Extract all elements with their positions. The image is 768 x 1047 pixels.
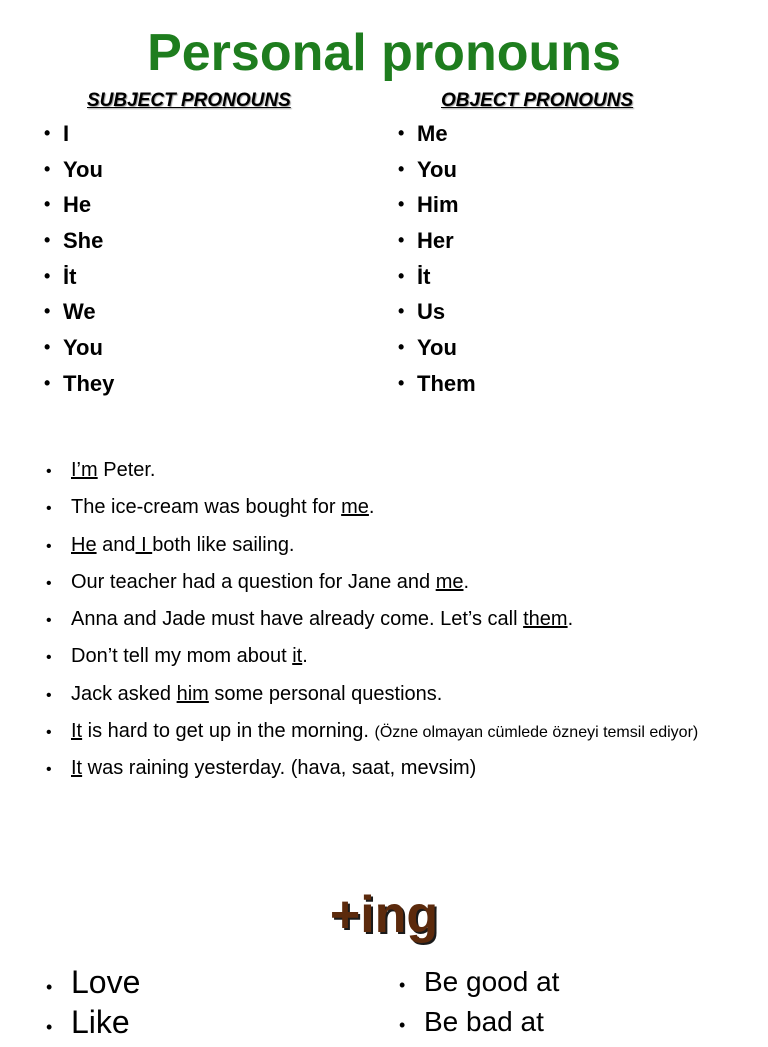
sentence-text: Peter.: [97, 459, 156, 481]
sentence-text: was raining yesterday. (hava, saat, mevsim): [82, 757, 477, 780]
sentence-text: .: [302, 645, 308, 668]
object-pronoun: Me: [417, 121, 448, 146]
bullet-icon: •: [44, 301, 51, 322]
bullet-icon: •: [398, 230, 405, 251]
sentence-text: .: [368, 496, 375, 519]
ing-heading: +ing: [329, 886, 439, 944]
ing-verb: Be good at: [424, 966, 560, 997]
object-pronoun: Them: [417, 370, 476, 396]
sentence-text: Our teacher had a question for Jane and: [71, 570, 436, 593]
object-pronoun: İt: [417, 263, 431, 289]
bullet-icon: •: [398, 301, 405, 322]
bullet-icon: •: [46, 649, 52, 667]
example-sentence: [46, 638, 698, 675]
example-sentence: [46, 527, 698, 564]
list-item: [44, 259, 114, 295]
bullet-icon: •: [46, 537, 52, 555]
bullet-icon: •: [46, 761, 52, 779]
page-title: Personal pronouns: [147, 24, 621, 82]
ing-verb: Like: [71, 1004, 130, 1040]
list-item: [398, 259, 476, 295]
subject-pronoun: İt: [63, 263, 77, 289]
ing-verb: Be bad at: [424, 1006, 544, 1037]
ing-verbs-right: [399, 962, 559, 1042]
bullet-icon: •: [399, 1015, 406, 1035]
subject-pronouns-header: SUBJECT PRONOUNS: [87, 90, 291, 111]
bullet-icon: •: [46, 574, 52, 592]
bullet-icon: •: [398, 123, 405, 143]
pronoun-underlined: him: [176, 682, 209, 705]
subject-pronoun: I: [63, 121, 70, 146]
bullet-icon: •: [46, 500, 52, 518]
pronoun-underlined: me: [341, 496, 369, 519]
list-item: [44, 223, 114, 259]
object-pronoun: You: [417, 156, 457, 182]
subject-pronoun: We: [63, 299, 96, 325]
bullet-icon: •: [44, 158, 51, 179]
list-item: [398, 152, 476, 188]
list-item: [44, 152, 114, 188]
bullet-icon: •: [398, 337, 405, 358]
example-sentence: [46, 489, 698, 526]
sentence-text: Anna and Jade must have already come. Let’s call: [71, 608, 524, 631]
object-pronoun: You: [417, 335, 457, 361]
bullet-icon: •: [46, 1017, 53, 1037]
subject-pronoun: You: [63, 335, 103, 361]
list-item: [44, 330, 114, 366]
ing-verbs-left: [46, 962, 140, 1042]
list-item: [398, 366, 476, 402]
list-item: [44, 116, 114, 152]
pronoun-underlined: It: [71, 757, 83, 780]
subject-pronoun: You: [63, 156, 103, 182]
list-item: [398, 223, 476, 259]
bullet-icon: •: [46, 612, 52, 630]
pronoun-underlined: He: [71, 533, 97, 556]
sentence-text: Don’t tell my mom about: [71, 645, 293, 668]
subject-pronoun: They: [63, 370, 115, 396]
bullet-icon: •: [398, 194, 405, 215]
list-item: [46, 962, 140, 1002]
sentence-text: some personal questions.: [208, 682, 443, 705]
object-pronoun: Us: [417, 299, 446, 325]
object-pronoun-list: [398, 116, 476, 402]
list-item: [399, 1002, 559, 1042]
pronoun-underlined: I’m: [71, 459, 98, 481]
turkish-note: (Özne olmayan cümlede özneyi temsil ediyor): [374, 724, 699, 742]
pronoun-underlined: It: [71, 720, 83, 743]
list-item: [44, 187, 114, 223]
sentence-text: and: [96, 533, 136, 556]
example-sentence: [46, 750, 698, 787]
example-sentence: [46, 601, 698, 638]
example-sentence: [46, 713, 698, 750]
bullet-icon: •: [399, 975, 406, 995]
list-item: [398, 116, 476, 152]
pronoun-underlined: I: [135, 533, 153, 556]
subject-pronoun: He: [63, 192, 92, 218]
sentence-text: both like sailing.: [152, 533, 295, 556]
list-item: [398, 330, 476, 366]
bullet-icon: •: [44, 337, 51, 358]
example-sentence: [46, 564, 698, 601]
bullet-icon: •: [44, 194, 51, 215]
sentence-text: Jack asked: [71, 682, 177, 705]
sentence-text: .: [567, 608, 574, 631]
subject-pronoun-list: [44, 116, 114, 402]
bullet-icon: •: [44, 372, 51, 393]
list-item: [46, 1002, 140, 1042]
bullet-icon: •: [46, 977, 53, 997]
sentence-text: The ice-cream was bought for: [71, 496, 342, 519]
pronoun-underlined: them: [523, 608, 568, 631]
list-item: [398, 187, 476, 223]
bullet-icon: •: [44, 265, 51, 286]
list-item: [398, 294, 476, 330]
bullet-icon: •: [44, 230, 51, 251]
bullet-icon: •: [398, 265, 405, 286]
list-item: [44, 294, 114, 330]
subject-pronoun: She: [63, 228, 104, 254]
list-item: [399, 962, 559, 1002]
sentence-text: .: [463, 570, 470, 593]
list-item: [44, 366, 114, 402]
pronoun-underlined: me: [435, 570, 464, 593]
object-pronoun: Her: [417, 228, 454, 254]
bullet-icon: •: [46, 724, 52, 742]
bullet-icon: •: [398, 158, 405, 179]
ing-verb: Love: [71, 964, 141, 1000]
bullet-icon: •: [398, 372, 405, 393]
bullet-icon: •: [46, 686, 52, 704]
object-pronouns-header: OBJECT PRONOUNS: [441, 90, 634, 111]
example-sentence: [46, 676, 698, 713]
example-sentence: [46, 452, 698, 489]
object-pronoun: Him: [417, 192, 459, 218]
bullet-icon: •: [46, 463, 52, 480]
example-sentences: [46, 452, 698, 788]
sentence-text: is hard to get up in the morning.: [82, 720, 375, 743]
bullet-icon: •: [44, 123, 51, 143]
pronoun-underlined: it: [292, 645, 303, 668]
